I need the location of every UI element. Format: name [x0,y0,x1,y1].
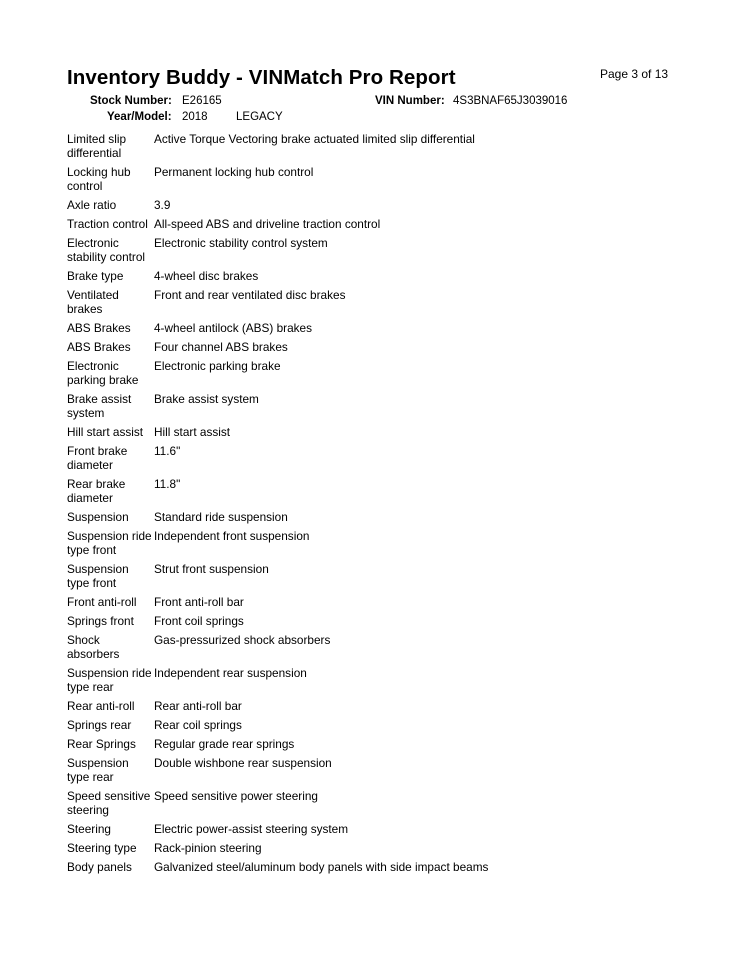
vin-label: VIN Number: [375,95,445,107]
spec-label: Suspension ride type front [67,529,152,557]
spec-row [67,666,687,694]
spec-row [67,288,687,316]
spec-label: Springs rear [67,718,132,732]
spec-label: Steering [67,822,111,836]
spec-row [67,789,687,817]
spec-value: Brake assist system [154,392,259,406]
spec-value: Standard ride suspension [154,510,288,524]
spec-value: Four channel ABS brakes [154,340,288,354]
spec-row [67,699,687,713]
spec-label: Suspension type rear [67,756,129,784]
spec-label: Locking hub control [67,165,131,193]
spec-label: Axle ratio [67,198,117,212]
spec-value: Rear anti-roll bar [154,699,242,713]
spec-value: Electronic stability control system [154,236,328,250]
spec-value: Hill start assist [154,425,231,439]
spec-value: Electronic parking brake [154,359,281,373]
spec-label: Suspension type front [67,562,129,590]
spec-row [67,841,687,855]
spec-label: Front anti-roll [67,595,137,609]
spec-value: Speed sensitive power steering [154,789,318,803]
stock-number-label: Stock Number: [90,95,172,107]
spec-label: Springs front [67,614,134,628]
spec-row [67,198,687,212]
spec-value: 11.8" [154,477,181,491]
spec-row [67,217,687,231]
spec-value: Regular grade rear springs [154,737,295,751]
spec-row [67,132,687,160]
spec-label: Electronic stability control [67,236,146,264]
spec-row [67,718,687,732]
page-number: Page 3 of 13 [600,67,669,81]
spec-row [67,477,687,505]
spec-row [67,562,687,590]
spec-value: Independent rear suspension [154,666,307,680]
spec-value: Front coil springs [154,614,244,628]
spec-row [67,425,687,439]
spec-value: Double wishbone rear suspension [154,756,332,770]
spec-label: Brake type [67,269,124,283]
spec-value: Rear coil springs [154,718,242,732]
spec-label: Rear Springs [67,737,136,751]
spec-label: Body panels [67,860,132,874]
spec-row [67,510,687,524]
spec-value: 4-wheel disc brakes [154,269,259,283]
spec-value: 11.6" [154,444,181,458]
spec-value: Rack-pinion steering [154,841,262,855]
spec-value: Active Torque Vectoring brake actuated limited slip differential [154,132,475,146]
spec-value: 4-wheel antilock (ABS) brakes [154,321,313,335]
spec-label: Front brake diameter [67,444,128,472]
spec-label: Traction control [67,217,148,231]
spec-row [67,633,687,661]
spec-value: Independent front suspension [154,529,310,543]
spec-value: All-speed ABS and driveline traction control [154,217,381,231]
spec-value: Front anti-roll bar [154,595,244,609]
spec-row [67,236,687,264]
spec-value: Permanent locking hub control [154,165,314,179]
spec-value: Gas-pressurized shock absorbers [154,633,331,647]
spec-row [67,860,687,874]
spec-value: Electric power-assist steering system [154,822,349,836]
spec-label: Shock absorbers [67,633,120,661]
spec-row [67,444,687,472]
spec-row [67,269,687,283]
vin-value: 4S3BNAF65J3039016 [453,95,568,107]
spec-row [67,737,687,751]
year-value: 2018 [182,111,208,123]
spec-label: Rear anti-roll [67,699,135,713]
spec-row [67,340,687,354]
stock-number-value: E26165 [182,95,222,107]
spec-value: Front and rear ventilated disc brakes [154,288,346,302]
spec-label: Ventilated brakes [67,288,119,316]
spec-label: Electronic parking brake [67,359,139,387]
spec-value: Galvanized steel/aluminum body panels with side impact beams [154,860,489,874]
spec-row [67,595,687,609]
spec-label: Brake assist system [67,392,132,420]
report-title: Inventory Buddy - VINMatch Pro Report [67,66,456,89]
spec-row [67,321,687,335]
spec-value: 3.9 [154,198,171,212]
spec-list [67,132,687,879]
spec-row [67,392,687,420]
spec-label: ABS Brakes [67,340,131,354]
spec-label: Hill start assist [67,425,144,439]
spec-label: Suspension [67,510,129,524]
spec-value: Strut front suspension [154,562,269,576]
spec-row [67,756,687,784]
spec-label: Limited slip differential [67,132,127,160]
spec-row [67,359,687,387]
year-model-label: Year/Model: [107,111,172,123]
spec-row [67,165,687,193]
spec-label: Suspension ride type rear [67,666,152,694]
model-value: LEGACY [236,111,283,123]
spec-label: ABS Brakes [67,321,131,335]
spec-label: Steering type [67,841,137,855]
spec-label: Rear brake diameter [67,477,126,505]
spec-row [67,822,687,836]
spec-row [67,529,687,557]
spec-label: Speed sensitive steering [67,789,151,817]
spec-row [67,614,687,628]
